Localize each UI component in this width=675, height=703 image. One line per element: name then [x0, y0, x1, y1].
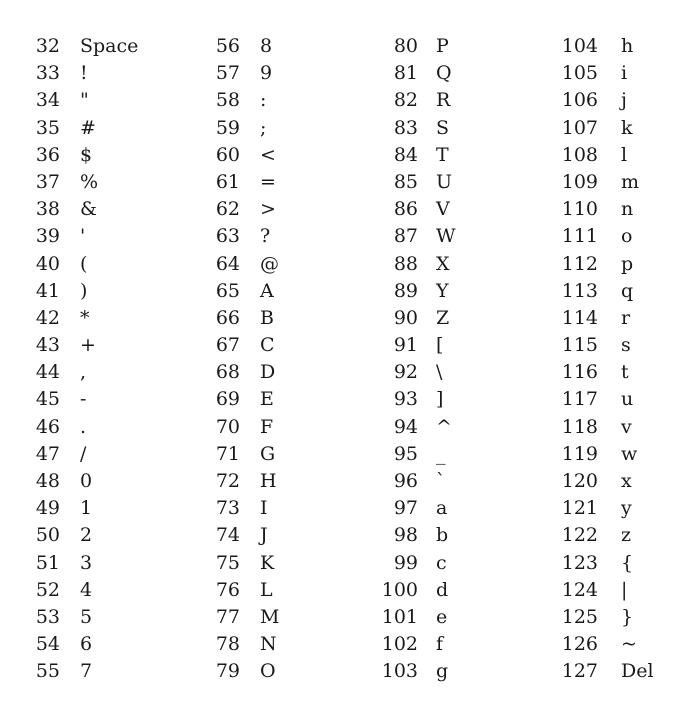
char-code: 103 — [381, 660, 418, 683]
char-code: 92 — [393, 361, 418, 384]
char-glyph: ) — [80, 279, 88, 302]
char-glyph: " — [80, 89, 89, 112]
char-code: 42 — [35, 306, 60, 329]
char-code: 110 — [561, 198, 598, 221]
char-glyph: Space — [80, 35, 139, 57]
char-glyph: C — [260, 334, 275, 357]
char-glyph: 2 — [80, 524, 93, 547]
char-code: 109 — [561, 170, 598, 193]
char-glyph: e — [436, 605, 448, 628]
char-code: 88 — [393, 252, 418, 275]
char-code: 96 — [393, 470, 418, 492]
char-glyph: 8 — [260, 35, 273, 57]
char-glyph: u — [621, 388, 634, 411]
char-code: 104 — [561, 35, 598, 57]
char-glyph: [ — [436, 334, 444, 357]
char-glyph: ( — [80, 252, 88, 275]
char-glyph: b — [436, 524, 449, 547]
char-glyph: | — [621, 578, 628, 601]
char-glyph: 3 — [80, 551, 93, 574]
char-glyph: B — [260, 306, 274, 329]
char-glyph: 5 — [80, 605, 93, 628]
char-glyph: { — [621, 551, 634, 574]
char-glyph: M — [260, 605, 280, 628]
char-code: 62 — [215, 198, 240, 221]
char-glyph: z — [621, 524, 632, 547]
char-code: 63 — [215, 225, 240, 248]
char-glyph: c — [436, 551, 447, 574]
char-glyph: ^ — [436, 415, 452, 438]
char-code: 117 — [561, 388, 598, 411]
char-glyph: s — [621, 334, 631, 357]
char-glyph: g — [436, 660, 449, 683]
char-glyph: ~ — [621, 633, 637, 656]
char-glyph: # — [80, 116, 96, 139]
char-glyph: N — [260, 633, 277, 656]
char-code: 123 — [561, 551, 598, 574]
char-code: 58 — [215, 89, 240, 112]
char-glyph: * — [80, 306, 90, 329]
char-code: 57 — [215, 62, 240, 85]
char-glyph: E — [260, 388, 274, 411]
char-code: 65 — [215, 279, 240, 302]
char-glyph: S — [436, 116, 450, 139]
char-glyph: ] — [436, 388, 444, 411]
char-code: 97 — [393, 497, 418, 520]
char-glyph: ? — [260, 225, 271, 248]
char-glyph: ! — [80, 62, 88, 85]
char-glyph: Q — [436, 62, 452, 85]
char-code: 70 — [215, 415, 240, 438]
char-glyph: - — [80, 388, 87, 411]
char-glyph: 9 — [260, 62, 273, 85]
char-code: 79 — [215, 660, 240, 683]
char-glyph: o — [621, 225, 633, 248]
char-glyph: 1 — [80, 497, 93, 520]
char-glyph: L — [260, 578, 273, 601]
char-code: 53 — [35, 605, 60, 628]
char-glyph: + — [80, 334, 96, 357]
char-code: 87 — [393, 225, 418, 248]
char-code: 102 — [381, 633, 418, 656]
char-glyph: Del — [621, 660, 654, 683]
char-glyph: D — [260, 361, 276, 384]
char-code: 119 — [561, 442, 598, 465]
char-glyph: ; — [260, 116, 267, 139]
char-glyph: 4 — [80, 578, 93, 601]
char-glyph: & — [80, 198, 97, 221]
char-code: 35 — [35, 116, 60, 139]
char-glyph: i — [621, 62, 628, 85]
char-glyph: 0 — [80, 470, 93, 492]
char-glyph: v — [621, 415, 632, 438]
char-glyph: a — [436, 497, 448, 520]
char-code: 125 — [561, 605, 598, 628]
char-code: 43 — [35, 334, 60, 357]
char-code: 71 — [215, 442, 240, 465]
char-code: 112 — [561, 252, 598, 275]
char-code: 106 — [561, 89, 598, 112]
char-glyph: : — [260, 89, 267, 112]
char-code: 124 — [561, 578, 598, 601]
char-glyph: % — [80, 170, 99, 193]
char-glyph: , — [80, 361, 87, 384]
char-glyph: 7 — [80, 660, 93, 683]
char-glyph: J — [260, 524, 268, 547]
char-glyph: K — [260, 551, 275, 574]
char-glyph: $ — [80, 143, 93, 166]
char-glyph: G — [260, 442, 276, 465]
char-glyph: ` — [436, 470, 446, 492]
char-glyph: } — [621, 605, 634, 628]
char-glyph: T — [436, 143, 449, 166]
char-code: 100 — [381, 578, 418, 601]
char-code: 89 — [393, 279, 418, 302]
char-code: 83 — [393, 116, 418, 139]
char-code: 73 — [215, 497, 240, 520]
char-code: 41 — [35, 279, 60, 302]
char-glyph: F — [260, 415, 274, 438]
char-code: 60 — [215, 143, 240, 166]
char-code: 46 — [35, 415, 60, 438]
char-glyph: R — [436, 89, 451, 112]
char-code: 40 — [35, 252, 60, 275]
char-code: 115 — [561, 334, 598, 357]
char-code: 120 — [561, 470, 598, 492]
char-code: 122 — [561, 524, 598, 547]
char-glyph: O — [260, 660, 276, 683]
char-code: 44 — [35, 361, 60, 384]
char-code: 67 — [215, 334, 240, 357]
char-glyph: f — [436, 633, 444, 656]
char-code: 82 — [393, 89, 418, 112]
char-code: 75 — [215, 551, 240, 574]
char-code: 93 — [393, 388, 418, 411]
char-code: 91 — [393, 334, 418, 357]
char-code: 105 — [561, 62, 598, 85]
char-glyph: Z — [436, 306, 450, 329]
char-glyph: > — [260, 198, 276, 221]
char-code: 80 — [393, 35, 418, 57]
char-code: 98 — [393, 524, 418, 547]
char-glyph: A — [260, 279, 274, 302]
char-code: 49 — [35, 497, 60, 520]
char-code: 95 — [393, 442, 418, 465]
char-glyph: / — [80, 442, 87, 465]
char-code: 64 — [215, 252, 240, 275]
char-glyph: ' — [80, 225, 86, 248]
char-glyph: W — [436, 225, 456, 248]
char-glyph: y — [621, 497, 632, 520]
char-glyph: H — [260, 470, 277, 492]
char-glyph: p — [621, 252, 634, 275]
char-glyph: U — [436, 170, 453, 193]
char-glyph: l — [621, 143, 628, 166]
char-glyph: m — [621, 170, 640, 193]
char-code: 34 — [35, 89, 60, 112]
char-glyph: Y — [436, 279, 449, 302]
char-code: 85 — [393, 170, 418, 193]
char-code: 68 — [215, 361, 240, 384]
char-code: 118 — [561, 415, 598, 438]
char-code: 45 — [35, 388, 60, 411]
char-glyph: = — [260, 170, 276, 193]
char-code: 127 — [561, 660, 598, 683]
char-code: 48 — [35, 470, 60, 492]
char-code: 32 — [35, 35, 60, 57]
char-glyph: x — [621, 470, 632, 492]
char-code: 38 — [35, 198, 60, 221]
char-glyph: X — [436, 252, 450, 275]
char-code: 77 — [215, 605, 240, 628]
char-glyph: d — [436, 578, 449, 601]
char-code: 66 — [215, 306, 240, 329]
char-code: 108 — [561, 143, 598, 166]
char-code: 94 — [393, 415, 418, 438]
char-glyph: q — [621, 279, 634, 302]
char-code: 76 — [215, 578, 240, 601]
char-glyph: k — [621, 116, 633, 139]
char-code: 113 — [561, 279, 598, 302]
char-code: 47 — [35, 442, 60, 465]
char-code: 54 — [35, 633, 60, 656]
char-glyph: h — [621, 35, 634, 57]
char-glyph: n — [621, 198, 634, 221]
char-code: 39 — [35, 225, 60, 248]
char-glyph: _ — [436, 442, 446, 465]
char-glyph: . — [80, 415, 87, 438]
char-code: 51 — [35, 551, 60, 574]
char-code: 126 — [561, 633, 598, 656]
char-code: 114 — [561, 306, 598, 329]
char-code: 107 — [561, 116, 598, 139]
char-glyph: \ — [436, 361, 443, 384]
char-glyph: P — [436, 35, 449, 57]
char-glyph: 6 — [80, 633, 93, 656]
char-code: 36 — [35, 143, 60, 166]
char-code: 116 — [561, 361, 598, 384]
char-code: 84 — [393, 143, 418, 166]
char-code: 99 — [393, 551, 418, 574]
char-code: 90 — [393, 306, 418, 329]
char-glyph: V — [436, 198, 450, 221]
char-code: 78 — [215, 633, 240, 656]
char-code: 72 — [215, 470, 240, 492]
char-code: 56 — [215, 35, 240, 57]
char-glyph: I — [260, 497, 268, 520]
char-glyph: r — [621, 306, 631, 329]
char-code: 121 — [561, 497, 598, 520]
char-code: 111 — [561, 225, 598, 248]
char-code: 86 — [393, 198, 418, 221]
char-glyph: t — [621, 361, 629, 384]
char-code: 61 — [215, 170, 240, 193]
char-code: 50 — [35, 524, 60, 547]
char-glyph: j — [621, 89, 627, 112]
char-code: 52 — [35, 578, 60, 601]
char-code: 101 — [381, 605, 418, 628]
char-code: 55 — [35, 660, 60, 683]
char-glyph: @ — [260, 252, 279, 275]
char-code: 37 — [35, 170, 60, 193]
char-glyph: w — [621, 442, 638, 465]
char-code: 33 — [35, 62, 60, 85]
char-code: 69 — [215, 388, 240, 411]
char-code: 81 — [393, 62, 418, 85]
char-code: 74 — [215, 524, 240, 547]
char-code: 59 — [215, 116, 240, 139]
char-glyph: < — [260, 143, 276, 166]
